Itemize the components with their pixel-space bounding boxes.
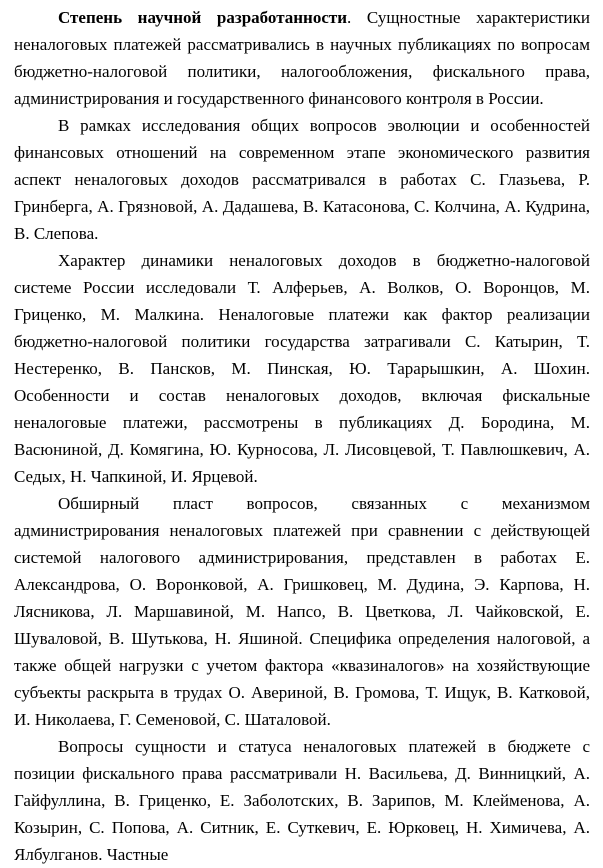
paragraph-lead-heading: Степень научной разработанности [58,8,348,27]
paragraph-text: . Сущностные характеристики неналоговых платежей рассматривались в научных публикациях по вопросам бюджетно-налоговой политики, налогообложения, фискального права, администрирования и государственного финансового контроля в России. [14,8,590,108]
paragraph-financial-relations: В рамках исследования общих вопросов эволюции и особенностей финансовых отношений на современном этапе экономического развития аспект неналоговых доходов рассматривался в работах С. Глазьева, Р. Гринберга, А. Грязновой, А. Дадашева, В. Катасонова, С. Колчина, А. Кудрина, В. Слепова. [14,116,590,243]
document-page [14,4,590,868]
paragraph-revenue-dynamics: Характер динамики неналоговых доходов в бюджетно-налоговой системе России исследовали Т. Алферьев, А. Волков, О. Воронцов, М. Гриценко, М. Малкина. Неналоговые платежи как фактор реализации бюджетно-налоговой политики государства затрагивали С. Катырин, Т. Нестеренко, В. Пансков, М. Пинская, Ю. Тарарышкин, А. Шохин. Особенности и состав неналоговых доходов, включая фискальные неналоговые платежи, рассмотрены в публикациях Д. Бородина, М. Васюниной, Д. Комягина, Ю. Курносова, Л. Лисовцевой, Т. Павлюшкевич, А. Седых, Н. Чапкиной, И. Ярцевой. [14,251,590,486]
paragraph-administration: Обширный пласт вопросов, связанных с механизмом администрирования неналоговых платежей при сравнении с действующей системой налогового администрирования, представлен в работах Е. Александрова, О. Воронковой, А. Гришковец, М. Дудина, Э. Карпова, Н. Лясникова, Л. Маршавиной, М. Напсо, В. Цветкова, Л. Чайковской, Е. Шуваловой, В. Шутькова, Н. Яшиной. Специфика определения налоговой, а также общей нагрузки с учетом фактора «квазиналогов» на хозяйствующие субъекты раскрыта в трудах О. Авериной, В. Громова, Т. Ищук, В. Катковой, И. Николаева, Г. Семеновой, С. Шаталовой. [14,494,590,729]
paragraph-research-degree [14,4,590,112]
paragraph-fiscal-law: Вопросы сущности и статуса неналоговых платежей в бюджете с позиции фискального права рассматривали Н. Васильева, Д. Винницкий, А. Гайфуллина, В. Гриценко, Е. Заболотских, В. Зарипов, М. Клейменова, А. Козырин, С. Попова, А. Ситник, Е. Суткевич, Е. Юрковец, Н. Химичева, А. Ялбулганов. Частные [14,737,590,864]
